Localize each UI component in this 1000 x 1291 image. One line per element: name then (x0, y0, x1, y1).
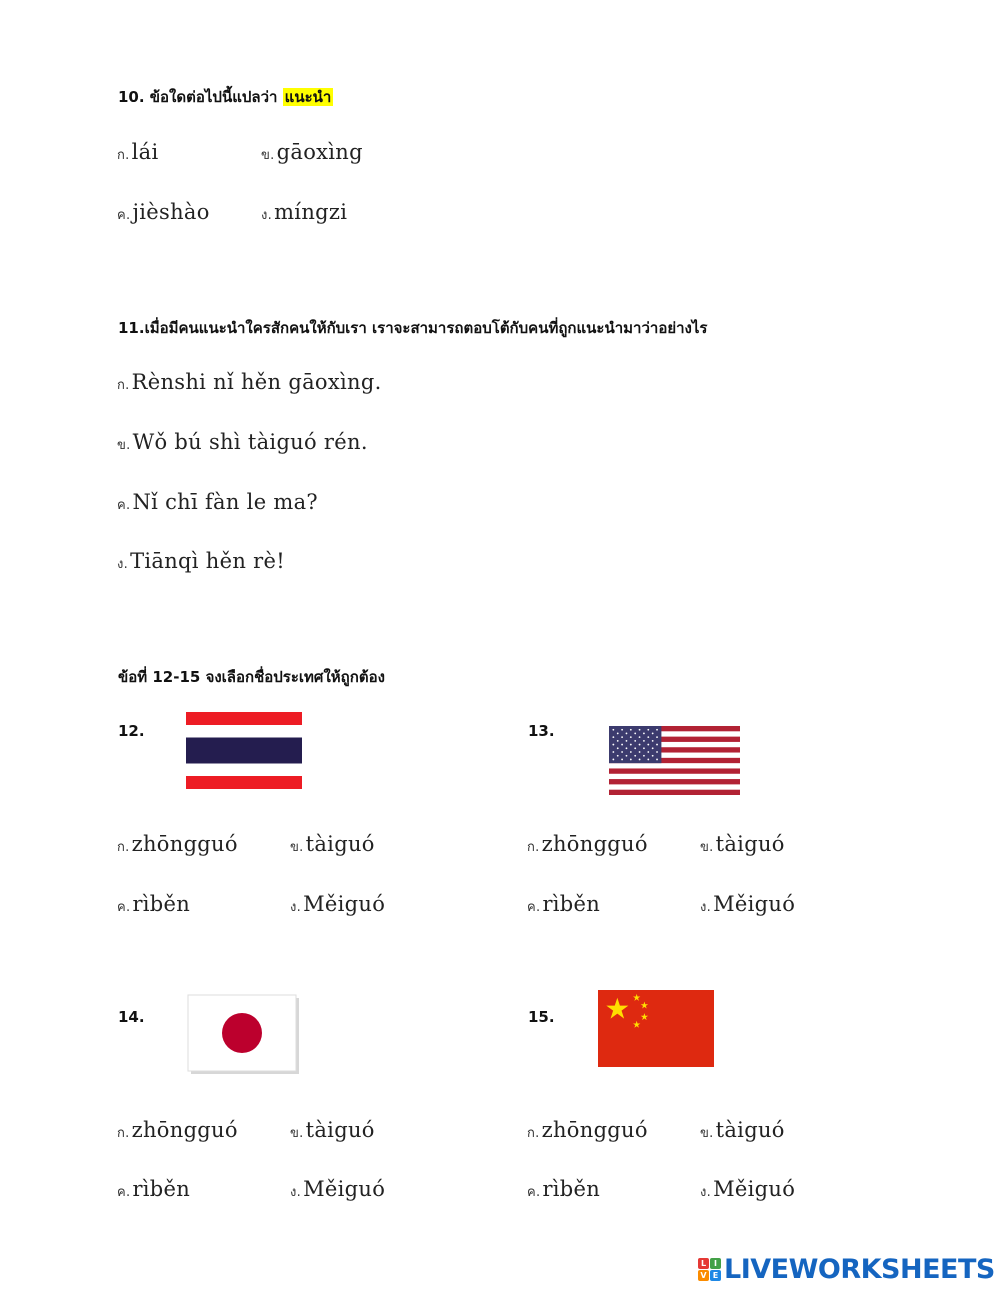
q14-number: 14. (118, 1008, 145, 1026)
q12-option-b[interactable]: ข.tàiguó (290, 832, 375, 856)
q14-option-c[interactable]: ค.rìběn (117, 1177, 191, 1201)
q15-option-a[interactable]: ก.zhōngguó (527, 1118, 648, 1142)
logo-letter-l: L (698, 1258, 709, 1269)
usa-flag-star (617, 747, 619, 749)
usa-flag-star (630, 736, 632, 738)
q15-option-b[interactable]: ข.tàiguó (700, 1118, 785, 1142)
usa-flag-star (639, 729, 641, 731)
usa-flag-star (630, 729, 632, 731)
usa-flag-star (652, 755, 654, 757)
usa-flag-star (621, 736, 623, 738)
q15-option-d[interactable]: ง.Měiguó (700, 1177, 796, 1201)
usa-flag-star (626, 740, 628, 742)
usa-flag-star (643, 755, 645, 757)
q11-option-a[interactable]: ก.Rènshi nǐ hěn gāoxìng. (117, 370, 382, 394)
q12-number: 12. (118, 722, 145, 740)
q12-option-d[interactable]: ง.Měiguó (290, 892, 386, 916)
usa-flag-star (621, 744, 623, 746)
usa-flag-star (643, 740, 645, 742)
usa-flag-star (656, 744, 658, 746)
usa-flag-star (647, 744, 649, 746)
q10-option-a[interactable]: ก.lái (117, 140, 159, 164)
q11-option-c[interactable]: ค.Nǐ chī fàn le ma? (117, 490, 318, 514)
usa-flag-star (617, 755, 619, 757)
usa-flag-star (634, 740, 636, 742)
usa-flag-star (617, 733, 619, 735)
usa-flag-star (634, 747, 636, 749)
usa-flag-star (612, 759, 614, 761)
china-flag (598, 990, 714, 1067)
usa-flag-canton (609, 726, 661, 763)
usa-flag-star (639, 751, 641, 753)
usa-flag-star (639, 736, 641, 738)
q10-option-d[interactable]: ง.míngzi (261, 200, 348, 224)
q10-prefix: 10. ข้อใดต่อไปนี้แปลว่า (118, 88, 278, 106)
q13-option-a[interactable]: ก.zhōngguó (527, 832, 648, 856)
usa-flag-star (634, 755, 636, 757)
usa-flag-star (626, 747, 628, 749)
usa-flag-star (630, 751, 632, 753)
usa-flag-star (647, 736, 649, 738)
usa-flag-star (652, 733, 654, 735)
q13-option-d[interactable]: ง.Měiguó (700, 892, 796, 916)
usa-flag-star (621, 751, 623, 753)
logo-text: LIVEWORKSHEETS (724, 1253, 995, 1285)
usa-flag-stripe (609, 779, 740, 784)
usa-flag-star (652, 747, 654, 749)
usa-flag-star (617, 740, 619, 742)
q13-option-c[interactable]: ค.rìběn (527, 892, 601, 916)
logo-letter-i: I (710, 1258, 721, 1269)
q11-option-b[interactable]: ข.Wǒ bú shì tàiguó rén. (117, 430, 368, 454)
usa-flag-star (634, 733, 636, 735)
usa-flag-star (626, 733, 628, 735)
logo-letter-e: E (710, 1270, 721, 1281)
q11-option-d[interactable]: ง.Tiānqì hěn rè! (117, 549, 285, 573)
q10-highlight: แนะนำ (284, 88, 332, 106)
q13-option-b[interactable]: ข.tàiguó (700, 832, 785, 856)
thailand-flag (186, 712, 302, 789)
q12-option-c[interactable]: ค.rìběn (117, 892, 191, 916)
q10-title (118, 85, 333, 109)
q14-option-a[interactable]: ก.zhōngguó (117, 1118, 238, 1142)
usa-flag-star (639, 744, 641, 746)
usa-flag-star (643, 747, 645, 749)
usa-flag-star (639, 759, 641, 761)
usa-flag-star (626, 755, 628, 757)
usa-flag-star (630, 759, 632, 761)
section-title: ข้อที่ 12-15 จงเลือกชื่อประเทศให้ถูกต้อง (118, 668, 385, 686)
japan-flag (186, 993, 300, 1075)
usa-flag-star (647, 729, 649, 731)
q12-option-a[interactable]: ก.zhōngguó (117, 832, 238, 856)
q10-option-c[interactable]: ค.jièshào (117, 200, 210, 224)
usa-flag-star (621, 729, 623, 731)
usa-flag-star (647, 759, 649, 761)
usa-flag-star (647, 751, 649, 753)
usa-flag-star (656, 759, 658, 761)
q14-option-b[interactable]: ข.tàiguó (290, 1118, 375, 1142)
q15-option-c[interactable]: ค.rìběn (527, 1177, 601, 1201)
usa-flag-star (621, 759, 623, 761)
q14-option-d[interactable]: ง.Měiguó (290, 1177, 386, 1201)
usa-flag-star (612, 736, 614, 738)
usa-flag (609, 726, 740, 795)
usa-flag-stripe (609, 790, 740, 795)
usa-flag-star (656, 729, 658, 731)
liveworksheets-logo-icon (698, 1258, 721, 1281)
usa-flag-stripe (609, 768, 740, 773)
q11-title: 11.เมื่อมีคนแนะนำใครสักคนให้กับเรา เราจะสามารถตอบโต้กับคนที่ถูกแนะนำมาว่าอย่างไร (118, 319, 708, 337)
usa-flag-star (643, 733, 645, 735)
q13-number: 13. (528, 722, 555, 740)
liveworksheets-logo[interactable] (698, 1253, 995, 1285)
usa-flag-star (652, 740, 654, 742)
usa-flag-star (656, 736, 658, 738)
usa-flag-star (612, 744, 614, 746)
usa-flag-star (612, 751, 614, 753)
q10-option-b[interactable]: ข.gāoxìng (261, 140, 363, 164)
q15-number: 15. (528, 1008, 555, 1026)
usa-flag-star (630, 744, 632, 746)
logo-letter-v: V (698, 1270, 709, 1281)
usa-flag-star (612, 729, 614, 731)
usa-flag-star (656, 751, 658, 753)
